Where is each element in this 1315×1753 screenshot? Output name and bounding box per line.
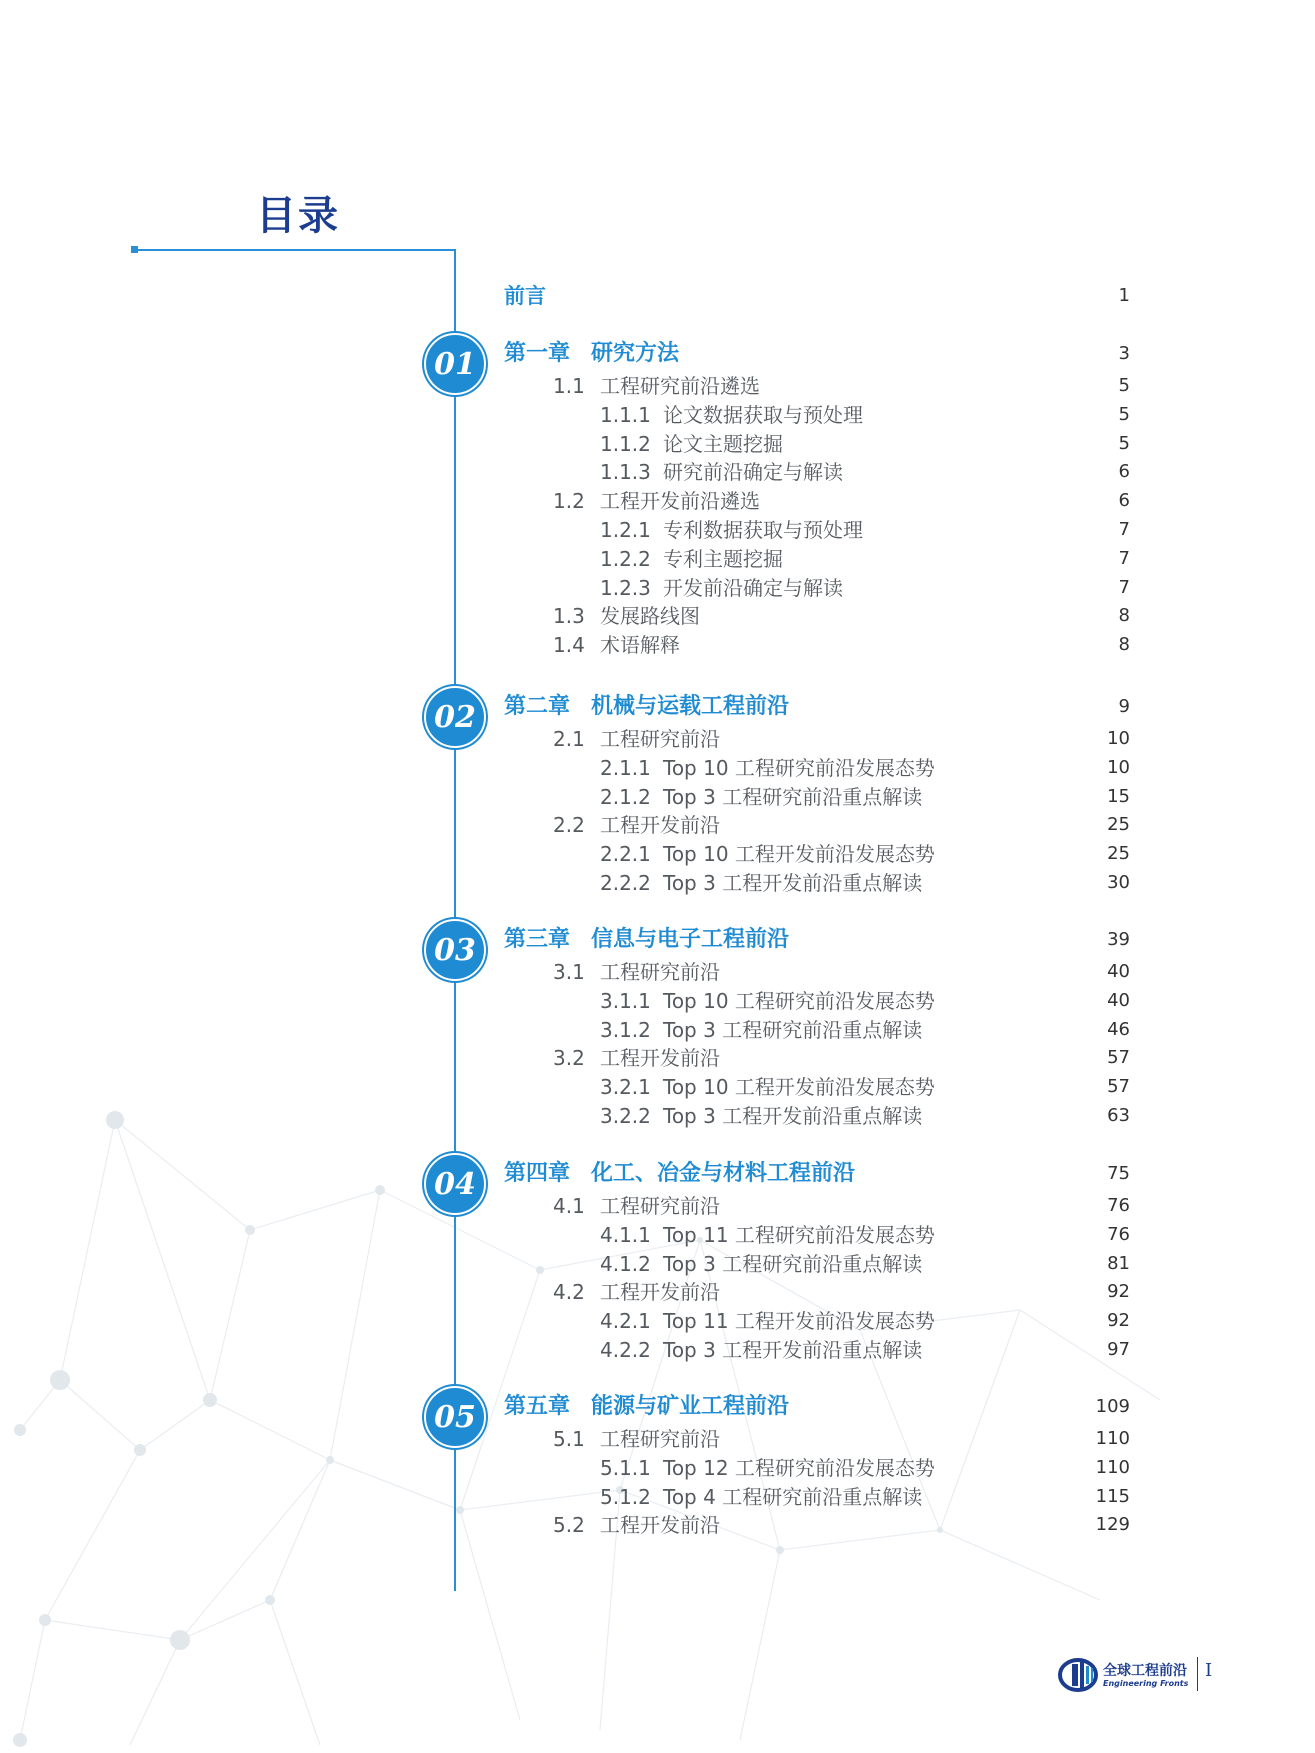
section-number: 1.1.2 (600, 431, 651, 456)
toc-page-number: 115 (1095, 1485, 1130, 1507)
section-number: 2.2.1 (600, 842, 651, 867)
section-title: Top 3 工程开发前沿重点解读 (663, 1104, 923, 1128)
toc-subsection-row[interactable] (0, 1249, 1315, 1279)
chapter-badge: 02 (424, 686, 486, 748)
toc-subsection-row[interactable] (0, 457, 1315, 487)
toc-page-number: 110 (1095, 1456, 1130, 1478)
section-number: 5.1 (553, 1427, 585, 1451)
section-title: Top 10 工程研究前沿发展态势 (663, 988, 935, 1013)
section-number: 3.1 (553, 960, 585, 984)
section-number: 1.2.1 (600, 518, 651, 542)
toc-page-number: 8 (1118, 634, 1130, 656)
toc-subsection-row[interactable] (0, 544, 1315, 574)
toc-page-number: 97 (1107, 1339, 1130, 1360)
engineering-fronts-logo (1058, 1656, 1218, 1696)
section-title: 论文主题挖掘 (663, 431, 783, 456)
section-title: Top 3 工程研究前沿重点解读 (663, 1251, 923, 1276)
toc-page-number: 25 (1107, 843, 1130, 865)
chapter-number: 第四章 (504, 1161, 571, 1186)
chapter-title: 能源与矿业工程前沿 (591, 1394, 790, 1419)
section-number: 1.2.2 (600, 546, 651, 571)
toc-page-number: 129 (1095, 1514, 1130, 1536)
section-title: Top 3 工程研究前沿重点解读 (663, 784, 923, 809)
section-number: 1.4 (553, 633, 585, 658)
toc-page-number: 5 (1118, 432, 1130, 454)
toc-page-number: 39 (1107, 929, 1130, 950)
section-number: 3.2.2 (600, 1104, 651, 1128)
toc-page-number: 1 (1118, 285, 1130, 306)
toc-section-row[interactable] (0, 601, 1315, 631)
section-title: 工程开发前沿遴选 (600, 489, 760, 514)
toc-page-number: 15 (1107, 785, 1130, 807)
toc-page-number: 9 (1118, 696, 1130, 717)
toc-section-row[interactable] (0, 1510, 1315, 1540)
toc-page-number: 76 (1107, 1195, 1130, 1216)
section-number: 2.2.2 (600, 871, 651, 895)
section-title: 工程研究前沿 (600, 1194, 720, 1218)
section-number: 1.1.1 (600, 402, 651, 427)
chapter-badge: 03 (424, 919, 486, 981)
section-title: 工程研究前沿 (600, 727, 720, 751)
section-title: Top 11 工程开发前沿发展态势 (663, 1309, 935, 1334)
toc-subsection-row[interactable] (0, 1101, 1315, 1131)
toc-subsection-row[interactable] (0, 1220, 1315, 1250)
footer-page-number: I (1205, 1660, 1213, 1681)
section-number: 2.1 (553, 727, 585, 751)
section-number: 4.1.1 (600, 1222, 651, 1247)
section-title: 工程研究前沿 (600, 1427, 720, 1451)
toc-subsection-row[interactable] (0, 400, 1315, 430)
page-title: 目录 (256, 193, 340, 239)
section-number: 3.2.1 (600, 1075, 651, 1100)
chapter-title: 信息与电子工程前沿 (591, 927, 790, 952)
toc-subsection-row[interactable] (0, 986, 1315, 1016)
section-number: 1.1.3 (600, 460, 651, 485)
section-title: 工程开发前沿 (600, 1046, 720, 1071)
section-number: 4.2.2 (600, 1338, 651, 1362)
section-title: 工程开发前沿 (600, 1513, 720, 1538)
section-title: Top 3 工程开发前沿重点解读 (663, 871, 923, 895)
globe-logo-icon (1058, 1658, 1100, 1692)
section-number: 4.1 (553, 1194, 585, 1218)
toc-page-number: 5 (1118, 403, 1130, 425)
chapter-number: 第二章 (504, 694, 571, 719)
toc-subsection-row[interactable] (0, 429, 1315, 459)
section-number: 2.1.1 (600, 755, 651, 780)
toc-page-number: 6 (1118, 461, 1130, 483)
toc-subsection-row[interactable] (0, 1482, 1315, 1512)
section-title: Top 10 工程开发前沿发展态势 (663, 842, 935, 867)
section-title: Top 4 工程研究前沿重点解读 (663, 1484, 923, 1509)
section-title: Top 10 工程开发前沿发展态势 (663, 1075, 935, 1100)
section-title: 术语解释 (600, 633, 680, 658)
toc-page-number: 5 (1118, 375, 1130, 396)
toc-page-number: 75 (1107, 1163, 1130, 1184)
toc-subsection-row[interactable] (0, 782, 1315, 812)
toc-chapter-row[interactable] (0, 339, 1315, 369)
logo-text-en: Engineering Fronts (1103, 1679, 1189, 1688)
section-number: 3.1.2 (600, 1017, 651, 1042)
section-title: Top 3 工程研究前沿重点解读 (663, 1017, 923, 1042)
toc-page-number: 10 (1107, 756, 1130, 778)
toc-page-number: 40 (1107, 989, 1130, 1011)
section-title: 专利主题挖掘 (663, 546, 783, 571)
toc-page-number: 40 (1107, 961, 1130, 982)
toc-page-number: 7 (1118, 519, 1130, 540)
toc-chapter-row[interactable] (0, 1392, 1315, 1422)
toc-section-row[interactable] (0, 1043, 1315, 1073)
toc-chapter-row[interactable] (0, 925, 1315, 955)
chapter-title: 化工、冶金与材料工程前沿 (591, 1161, 856, 1186)
toc-subsection-row[interactable] (0, 1306, 1315, 1336)
section-number: 2.2 (553, 813, 585, 838)
toc-page-number: 46 (1107, 1018, 1130, 1040)
toc-subsection-row[interactable] (0, 1015, 1315, 1045)
toc-section-row[interactable] (0, 1191, 1315, 1221)
toc-page-number: 6 (1118, 490, 1130, 512)
chapter-number: 第三章 (504, 927, 571, 952)
toc-subsection-row[interactable] (0, 1072, 1315, 1102)
section-title: Top 10 工程研究前沿发展态势 (663, 755, 935, 780)
toc-section-row[interactable] (0, 1277, 1315, 1307)
section-title: Top 3 工程开发前沿重点解读 (663, 1338, 923, 1362)
toc-page-number: 30 (1107, 872, 1130, 893)
toc-page-number: 109 (1095, 1396, 1130, 1417)
section-title: 发展路线图 (600, 604, 700, 629)
chapter-title: 机械与运载工程前沿 (591, 694, 790, 719)
toc-subsection-row[interactable] (0, 573, 1315, 603)
toc-page-number: 8 (1118, 605, 1130, 627)
chapter-badge: 05 (424, 1386, 486, 1448)
section-title: 专利数据获取与预处理 (663, 518, 863, 542)
section-title: 工程开发前沿 (600, 813, 720, 838)
toc-section-row[interactable] (0, 371, 1315, 401)
section-title: Top 12 工程研究前沿发展态势 (663, 1455, 935, 1480)
section-number: 1.1 (553, 374, 585, 398)
toc-page-number: 3 (1118, 343, 1130, 364)
logo-text-cn: 全球工程前沿 (1103, 1663, 1187, 1679)
section-number: 1.2 (553, 489, 585, 514)
toc-section-row[interactable] (0, 810, 1315, 840)
toc-subsection-row[interactable] (0, 753, 1315, 783)
toc-page-number: 110 (1095, 1428, 1130, 1449)
toc-page-number: 10 (1107, 728, 1130, 749)
section-number: 5.1.1 (600, 1455, 651, 1480)
toc-section-row[interactable] (0, 957, 1315, 987)
toc-section-row[interactable] (0, 724, 1315, 754)
chapter-number: 第五章 (504, 1394, 571, 1419)
toc-chapter-row[interactable] (0, 692, 1315, 722)
toc-page-number: 92 (1107, 1310, 1130, 1332)
toc-chapter-row[interactable] (0, 1159, 1315, 1189)
toc-section-row[interactable] (0, 1424, 1315, 1454)
toc-page-number: 63 (1107, 1105, 1130, 1126)
section-number: 3.2 (553, 1046, 585, 1071)
section-number: 2.1.2 (600, 784, 651, 809)
section-title: 工程研究前沿遴选 (600, 374, 760, 398)
section-number: 4.2 (553, 1280, 585, 1305)
toc-subsection-row[interactable] (0, 1453, 1315, 1483)
toc-page-number: 25 (1107, 814, 1130, 836)
chapter-badge: 01 (424, 333, 486, 395)
section-title: 研究前沿确定与解读 (663, 460, 843, 485)
toc-preface-label: 前言 (504, 284, 546, 308)
section-number: 4.2.1 (600, 1309, 651, 1334)
chapter-badge: 04 (424, 1153, 486, 1215)
section-title: 开发前沿确定与解读 (663, 575, 843, 600)
chapter-title: 研究方法 (591, 341, 680, 366)
toc-subsection-row[interactable] (0, 868, 1315, 898)
section-title: 工程研究前沿 (600, 960, 720, 984)
toc-subsection-row[interactable] (0, 839, 1315, 869)
toc-page-number: 57 (1107, 1076, 1130, 1098)
toc-page-number: 92 (1107, 1281, 1130, 1303)
toc-page-number: 57 (1107, 1047, 1130, 1069)
toc-page-number: 76 (1107, 1223, 1130, 1245)
toc-preface[interactable] (0, 281, 1315, 311)
toc-section-row[interactable] (0, 630, 1315, 660)
section-title: 工程开发前沿 (600, 1280, 720, 1305)
toc-page-number: 7 (1118, 576, 1130, 598)
section-number: 1.3 (553, 604, 585, 629)
toc-page-number: 7 (1118, 547, 1130, 569)
title-underline (133, 249, 455, 251)
section-number: 1.2.3 (600, 575, 651, 600)
section-title: 论文数据获取与预处理 (663, 402, 863, 427)
section-number: 4.1.2 (600, 1251, 651, 1276)
footer-separator (1197, 1657, 1198, 1691)
section-number: 3.1.1 (600, 988, 651, 1013)
toc-subsection-row[interactable] (0, 1335, 1315, 1365)
section-title: Top 11 工程研究前沿发展态势 (663, 1222, 935, 1247)
section-number: 5.2 (553, 1513, 585, 1538)
chapter-number: 第一章 (504, 341, 571, 366)
toc-subsection-row[interactable] (0, 515, 1315, 545)
toc-page-number: 81 (1107, 1252, 1130, 1274)
toc-section-row[interactable] (0, 486, 1315, 516)
section-number: 5.1.2 (600, 1484, 651, 1509)
